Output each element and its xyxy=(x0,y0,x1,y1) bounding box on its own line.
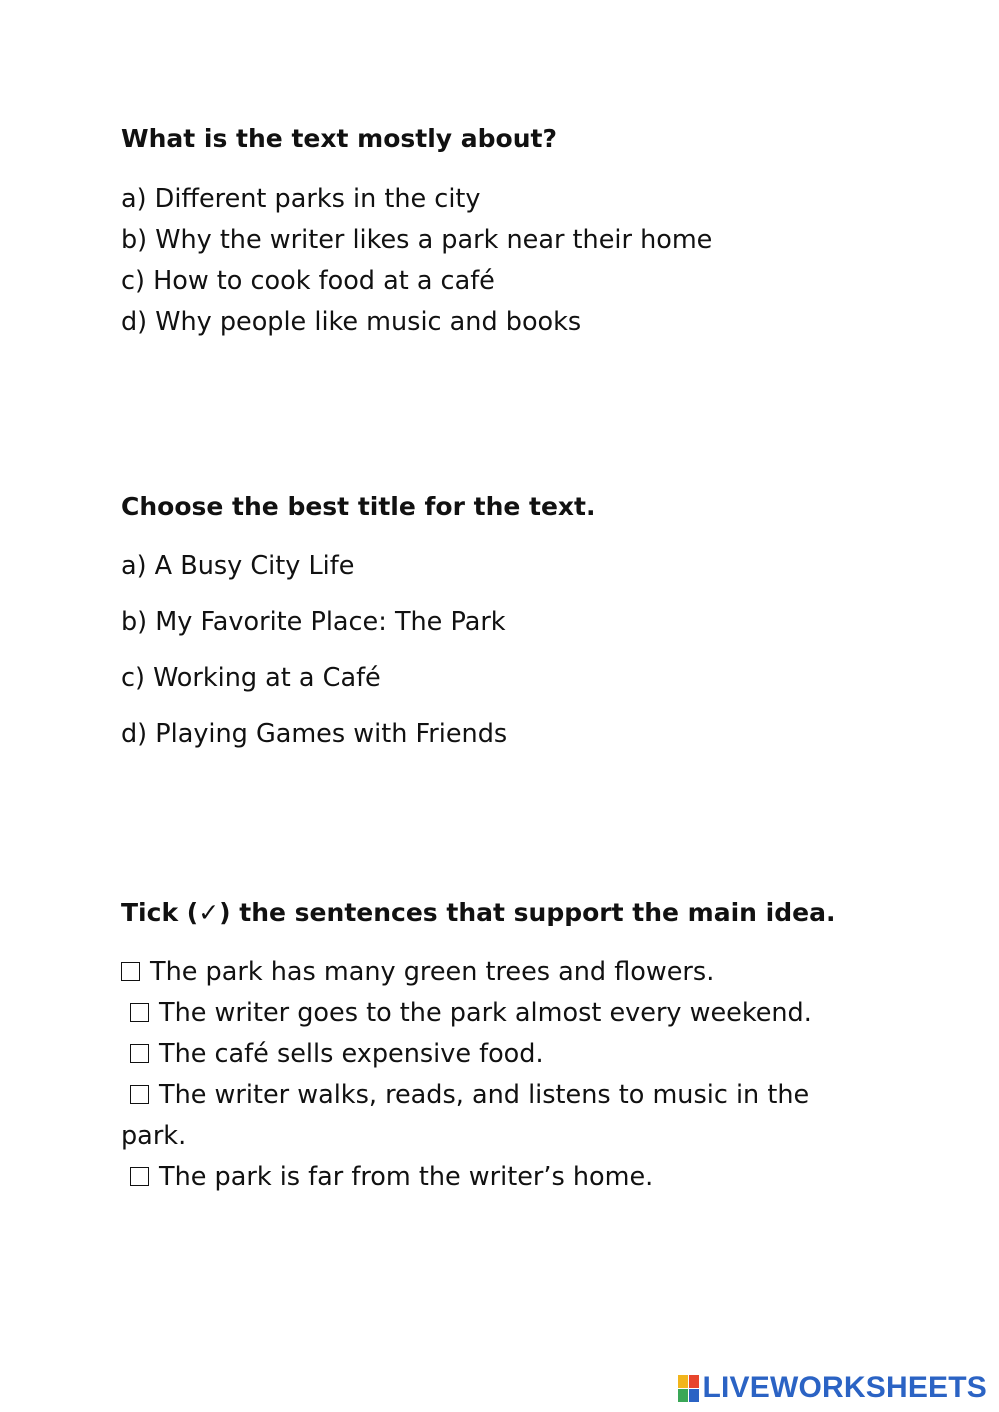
liveworksheets-logo-icon xyxy=(678,1375,699,1402)
tick-item-3[interactable] xyxy=(121,1039,544,1069)
tick-item-4-text: The writer walks, reads, and listens to music in the xyxy=(159,1080,810,1110)
question-1-option-a[interactable]: a) Different parks in the city xyxy=(121,184,481,214)
tick-item-5-text: The park is far from the writer’s home. xyxy=(159,1162,654,1192)
checkbox-icon[interactable] xyxy=(130,1085,149,1104)
tick-item-2-text: The writer goes to the park almost every weekend. xyxy=(159,998,812,1028)
checkbox-icon[interactable] xyxy=(130,1044,149,1063)
question-1-option-b[interactable]: b) Why the writer likes a park near their home xyxy=(121,225,713,255)
question-3-heading: Tick (✓) the sentences that support the main idea. xyxy=(121,898,836,927)
tick-item-2[interactable] xyxy=(121,998,812,1028)
question-2-option-b[interactable]: b) My Favorite Place: The Park xyxy=(121,607,506,637)
question-1-option-d[interactable]: d) Why people like music and books xyxy=(121,307,582,337)
checkbox-icon[interactable] xyxy=(130,1003,149,1022)
question-1-heading: What is the text mostly about? xyxy=(121,124,557,153)
question-2-option-c[interactable]: c) Working at a Café xyxy=(121,663,381,693)
question-2-heading: Choose the best title for the text. xyxy=(121,492,596,521)
question-1-option-c[interactable]: c) How to cook food at a café xyxy=(121,266,495,296)
question-2-option-a[interactable]: a) A Busy City Life xyxy=(121,551,355,581)
tick-item-5[interactable] xyxy=(121,1162,653,1192)
checkbox-icon[interactable] xyxy=(130,1167,149,1186)
tick-item-1[interactable] xyxy=(121,957,714,987)
liveworksheets-logo xyxy=(678,1373,988,1403)
liveworksheets-brand-text: LIVEWORKSHEETS xyxy=(702,1371,987,1404)
tick-item-4[interactable] xyxy=(121,1080,809,1110)
tick-item-3-text: The café sells expensive food. xyxy=(159,1039,544,1069)
tick-item-1-text: The park has many green trees and flowers. xyxy=(150,957,715,987)
tick-item-4-continuation: park. xyxy=(121,1121,187,1151)
checkbox-icon[interactable] xyxy=(121,962,140,981)
question-2-option-d[interactable]: d) Playing Games with Friends xyxy=(121,719,508,749)
